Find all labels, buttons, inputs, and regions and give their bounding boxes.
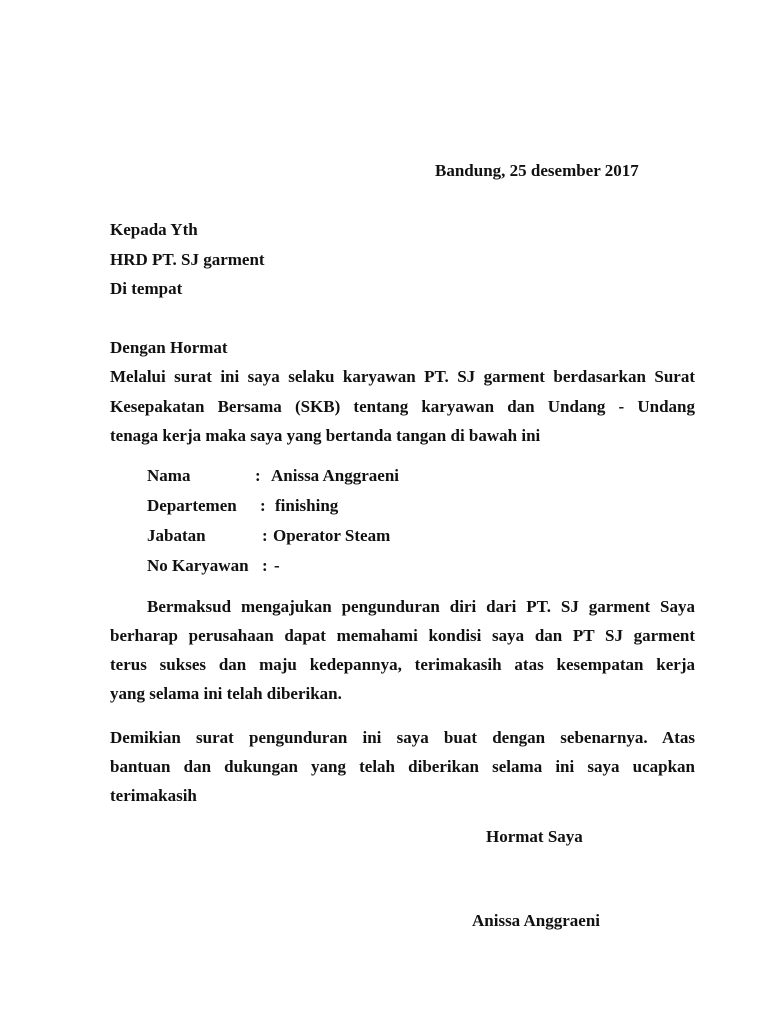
recipient-line-2: HRD PT. SJ garment [110, 250, 265, 269]
intro-line: tenaga kerja maka saya yang bertanda tangan di bawah ini [110, 426, 541, 445]
intro-line: Melalui surat ini saya selaku karyawan PT. SJ garment berdasarkan Surat [110, 367, 695, 386]
signoff: Hormat Saya [486, 827, 583, 846]
signer-name: Anissa Anggraeni [472, 911, 600, 930]
field-label: No Karyawan [147, 556, 249, 575]
field-label: Nama [147, 466, 191, 485]
closing-line: bantuan dan dukungan yang telah diberikan selama ini saya ucapkan [110, 757, 695, 776]
field-value: - [274, 556, 280, 575]
closing-line: terimakasih [110, 786, 197, 805]
place-date: Bandung, 25 desember 2017 [435, 161, 639, 180]
field-label: Jabatan [147, 526, 206, 545]
intro-line: Kesepakatan Bersama (SKB) tentang karyawan dan Undang - Undang [110, 397, 695, 416]
recipient-line-1: Kepada Yth [110, 220, 198, 239]
body-line: Bermaksud mengajukan pengunduran diri dari PT. SJ garment Saya [147, 597, 695, 616]
greeting: Dengan Hormat [110, 338, 228, 357]
recipient-line-3: Di tempat [110, 279, 183, 298]
field-value: finishing [275, 496, 339, 515]
field-separator: : [262, 526, 268, 545]
field-separator: : [262, 556, 268, 575]
field-value: Operator Steam [273, 526, 391, 545]
body-line: berharap perusahaan dapat memahami kondisi saya dan PT SJ garment [110, 626, 695, 645]
body-line: terus sukses dan maju kedepannya, terimakasih atas kesempatan kerja [110, 655, 695, 674]
closing-line: Demikian surat pengunduran ini saya buat dengan sebenarnya. Atas [110, 728, 695, 747]
body-line: yang selama ini telah diberikan. [110, 684, 342, 703]
field-separator: : [255, 466, 261, 485]
field-value: Anissa Anggraeni [271, 466, 399, 485]
field-separator: : [260, 496, 266, 515]
field-label: Departemen [147, 496, 237, 515]
